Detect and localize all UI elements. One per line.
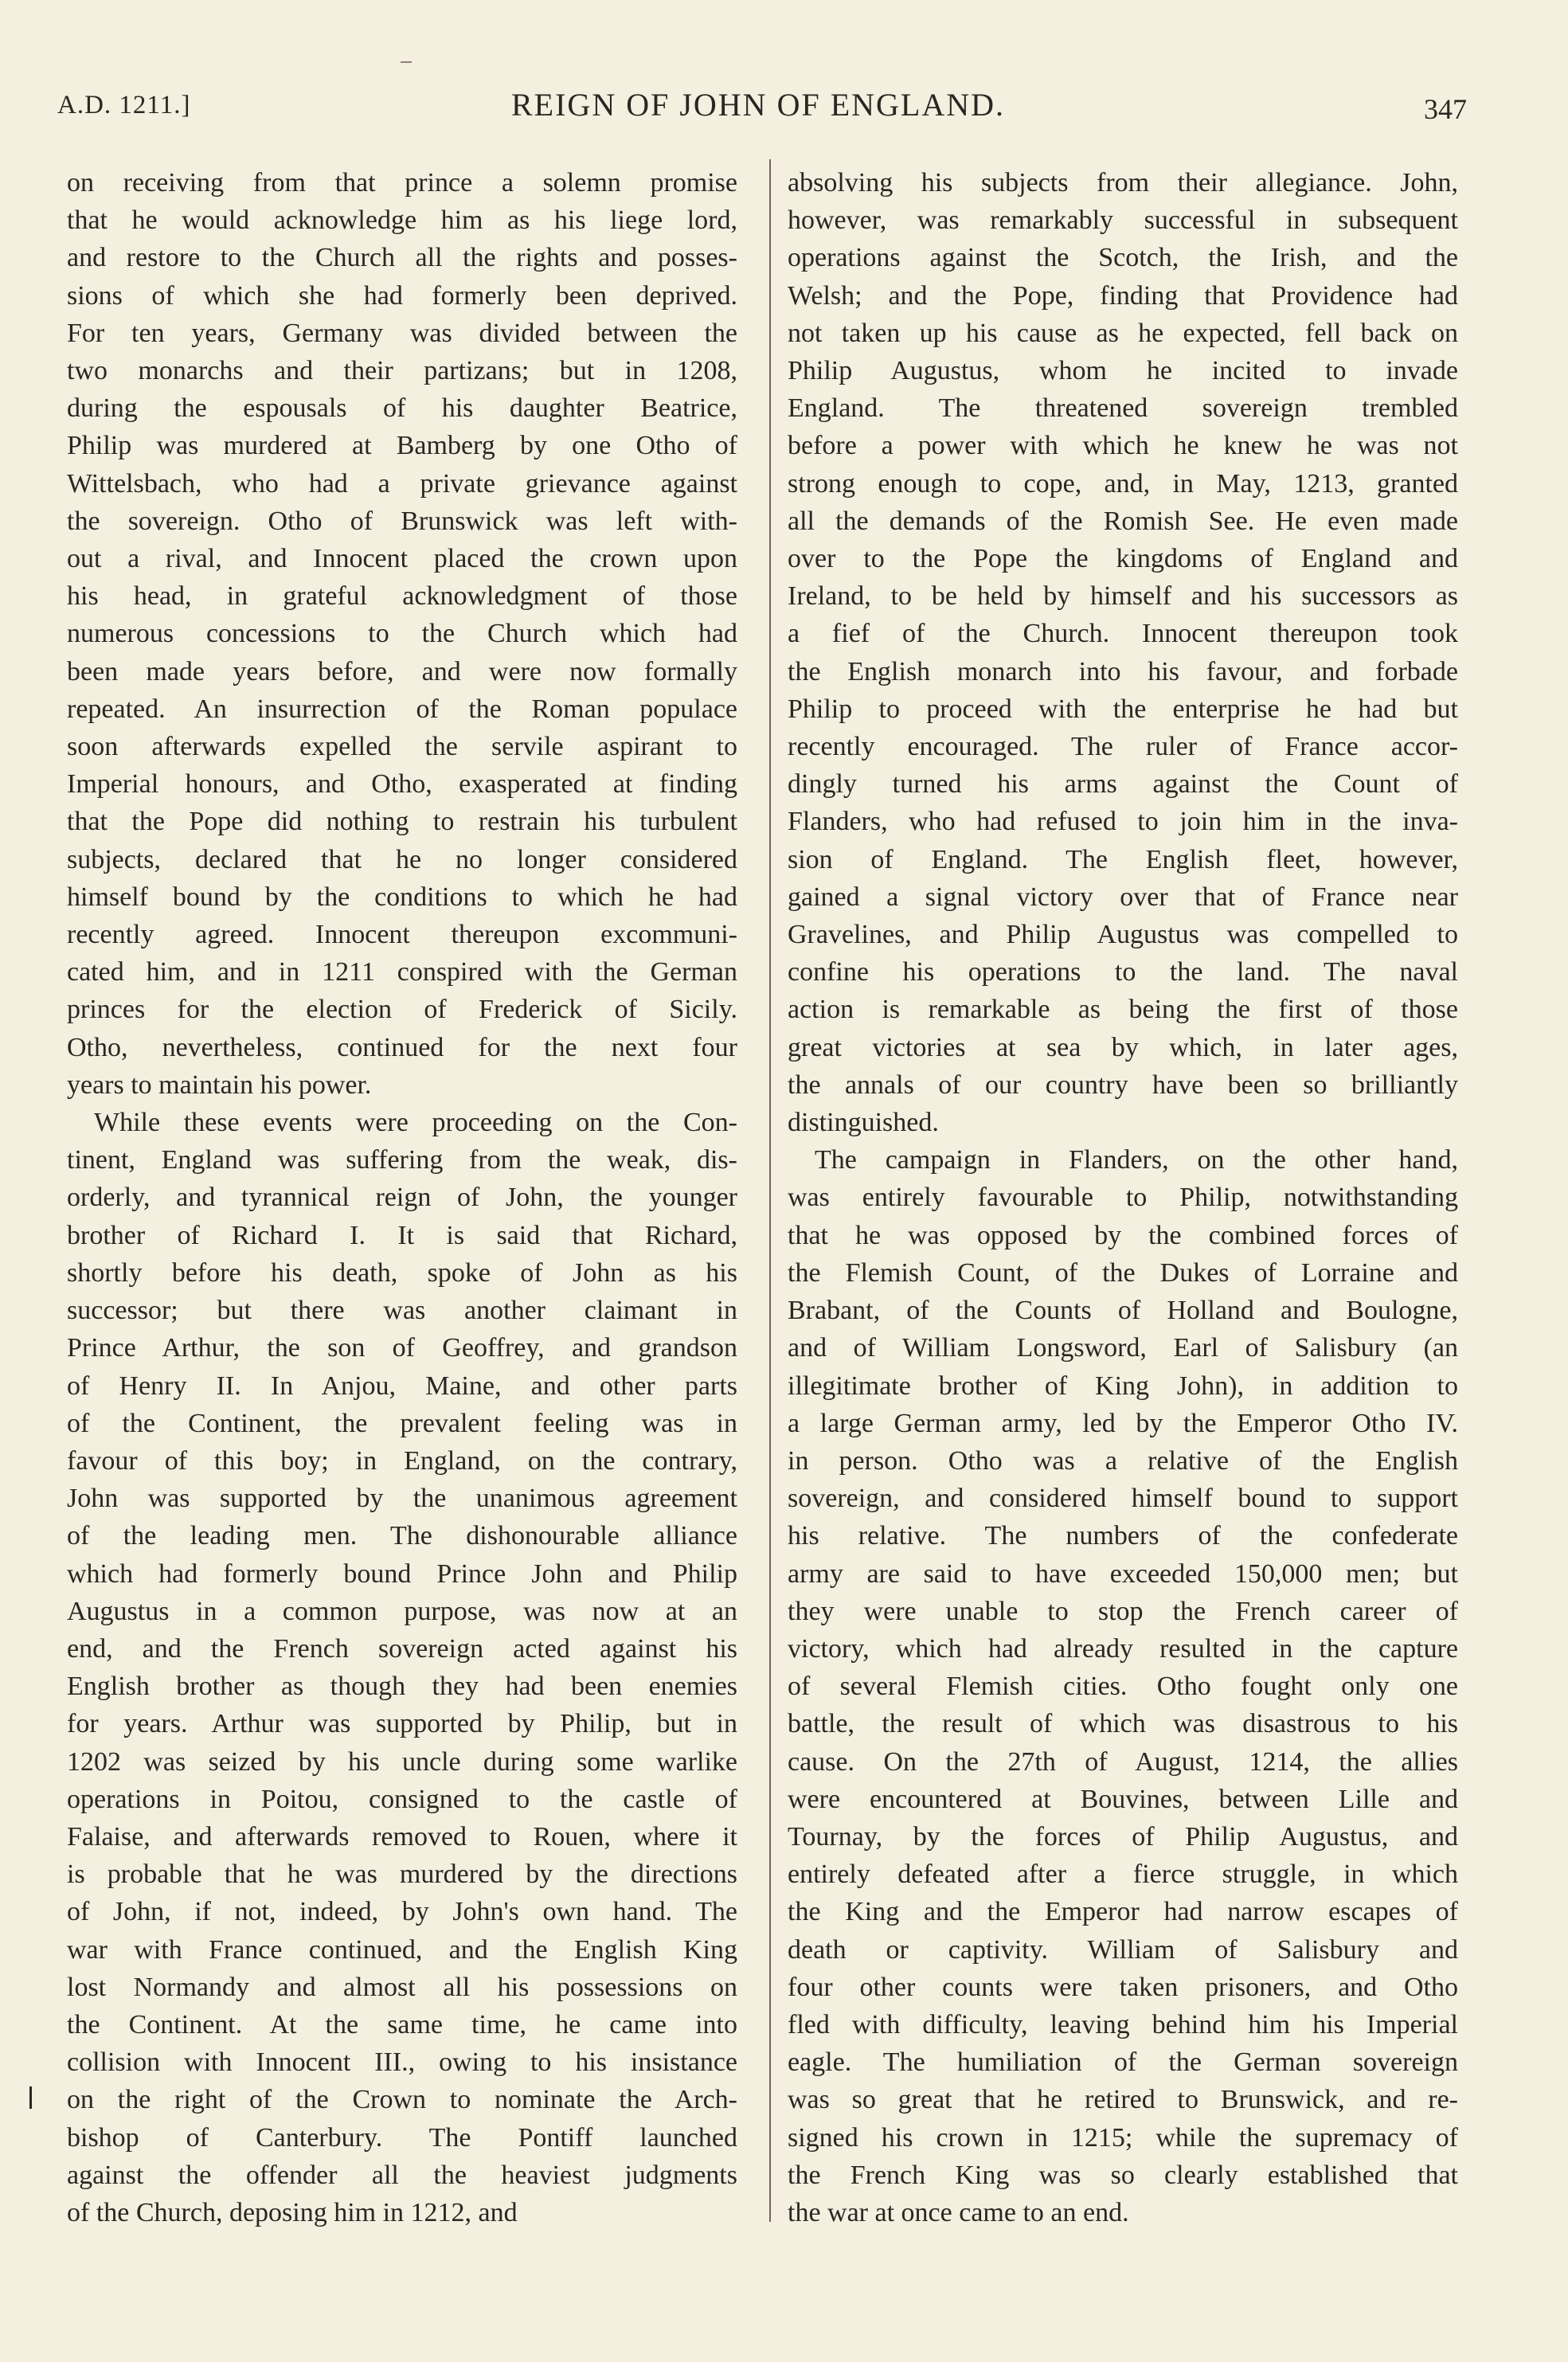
text-line: dingly turned his arms against the Count of: [788, 769, 1458, 800]
text-line: which had formerly bound Prince John and Philip: [67, 1558, 737, 1589]
text-line: action is remarkable as being the first of those: [788, 995, 1458, 1025]
text-line: battle, the result of which was disastrous to his: [788, 1709, 1458, 1739]
text-line: Gravelines, and Philip Augustus was compelled to: [788, 920, 1458, 950]
text-line: English brother as though they had been enemies: [67, 1672, 737, 1702]
text-line: victory, which had already resulted in the capture: [788, 1633, 1458, 1664]
text-line: cated him, and in 1211 conspired with the German: [67, 957, 737, 987]
text-line: four other counts were taken prisoners, and Otho: [788, 1972, 1458, 2002]
text-line: soon afterwards expelled the servile aspirant to: [67, 732, 737, 762]
text-line: before a power with which he knew he was not: [788, 431, 1458, 461]
body-text: [67, 164, 1462, 2235]
text-line: two monarchs and their partizans; but in 1208,: [67, 356, 737, 386]
text-line: of the Church, deposing him in 1212, and: [67, 2197, 518, 2227]
text-line: was so great that he retired to Brunswick, and re-: [788, 2085, 1458, 2115]
text-line: brother of Richard I. It is said that Richard,: [67, 1220, 737, 1250]
text-line: Brabant, of the Counts of Holland and Boulogne,: [788, 1296, 1458, 1326]
text-line: eagle. The humiliation of the German sovereign: [788, 2047, 1458, 2078]
text-line: illegitimate brother of King John), in addition to: [788, 1371, 1458, 1401]
text-line: operations against the Scotch, the Irish, and the: [788, 243, 1458, 273]
text-line: of several Flemish cities. Otho fought only one: [788, 1672, 1458, 1702]
text-line: repeated. An insurrection of the Roman populace: [67, 694, 737, 724]
text-line: recently encouraged. The ruler of France accor-: [788, 732, 1458, 762]
text-line: Tournay, by the forces of Philip Augustus, and: [788, 1821, 1458, 1852]
text-line: his head, in grateful acknowledgment of those: [67, 581, 737, 612]
text-line: sovereign, and considered himself bound to support: [788, 1484, 1458, 1514]
text-line: however, was remarkably successful in subsequent: [788, 205, 1458, 236]
text-line: fled with difficulty, leaving behind him his Imperial: [788, 2009, 1458, 2039]
text-line: While these events were proceeding on the Con-: [94, 1108, 737, 1138]
text-line: Ireland, to be held by himself and his successors as: [788, 581, 1458, 612]
running-date: A.D. 1211.]: [57, 91, 191, 119]
text-line: Augustus in a common purpose, was now at an: [67, 1596, 737, 1626]
text-line: during the espousals of his daughter Beatrice,: [67, 393, 737, 424]
running-title: REIGN OF JOHN OF ENGLAND.: [511, 87, 1005, 123]
text-line: of the Continent, the prevalent feeling was in: [67, 1408, 737, 1438]
text-line: on receiving from that prince a solemn promise: [67, 168, 737, 197]
text-line: is probable that he was murdered by the directions: [67, 1859, 737, 1890]
text-line: end, and the French sovereign acted against his: [67, 1633, 737, 1664]
text-line: the French King was so clearly established that: [788, 2160, 1458, 2190]
text-line: For ten years, Germany was divided between the: [67, 318, 737, 348]
text-line: tinent, England was suffering from the weak, dis-: [67, 1145, 737, 1175]
text-line: that the Pope did nothing to restrain his turbulent: [67, 807, 737, 837]
text-line: all the demands of the Romish See. He even made: [788, 506, 1458, 536]
text-line: Imperial honours, and Otho, exasperated at finding: [67, 769, 737, 800]
text-line: distinguished.: [788, 1108, 939, 1138]
text-line: the Continent. At the same time, he came into: [67, 2009, 737, 2039]
text-line: Wittelsbach, who had a private grievance against: [67, 468, 737, 499]
text-line: years to maintain his power.: [67, 1070, 372, 1100]
text-line: on the right of the Crown to nominate the Arch-: [67, 2085, 737, 2115]
text-line: Falaise, and afterwards removed to Rouen, where it: [67, 1821, 737, 1852]
text-line: Philip Augustus, whom he incited to invade: [788, 356, 1458, 386]
text-line: successor; but there was another claimant in: [67, 1296, 737, 1326]
text-line: John was supported by the unanimous agreement: [67, 1484, 737, 1514]
text-line: bishop of Canterbury. The Pontiff launched: [67, 2122, 737, 2153]
text-line: England. The threatened sovereign trembled: [788, 393, 1458, 424]
text-line: recently agreed. Innocent thereupon excommuni-: [67, 920, 737, 950]
text-line: great victories at sea by which, in later ages,: [788, 1032, 1458, 1062]
text-line: The campaign in Flanders, on the other hand,: [815, 1145, 1458, 1175]
text-line: against the offender all the heaviest judgments: [67, 2160, 737, 2190]
text-line: army are said to have exceeded 150,000 men; but: [788, 1558, 1458, 1589]
text-line: absolving his subjects from their allegiance. John,: [788, 168, 1458, 197]
running-header: [57, 86, 1467, 134]
text-line: orderly, and tyrannical reign of John, the younger: [67, 1183, 737, 1213]
text-line: that he was opposed by the combined forces of: [788, 1220, 1458, 1250]
text-line: Philip was murdered at Bamberg by one Otho of: [67, 431, 737, 461]
text-line: they were unable to stop the French career of: [788, 1596, 1458, 1626]
text-line: and of William Longsword, Earl of Salisbury (an: [788, 1333, 1458, 1363]
text-line: sion of England. The English fleet, however,: [788, 844, 1458, 874]
text-line: shortly before his death, spoke of John as his: [67, 1257, 737, 1288]
text-line: of the leading men. The dishonourable alliance: [67, 1521, 737, 1551]
text-line: been made years before, and were now formally: [67, 656, 737, 686]
text-line: Welsh; and the Pope, finding that Providence had: [788, 280, 1458, 311]
text-line: were encountered at Bouvines, between Lille and: [788, 1784, 1458, 1814]
text-line: confine his operations to the land. The naval: [788, 957, 1458, 987]
text-line: the Flemish Count, of the Dukes of Lorraine and: [788, 1257, 1458, 1288]
text-line: out a rival, and Innocent placed the crown upon: [67, 544, 737, 574]
text-line: subjects, declared that he no longer considered: [67, 844, 737, 874]
text-line: not taken up his cause as he expected, fell back on: [788, 318, 1458, 348]
text-line: entirely defeated after a fierce struggle, in which: [788, 1859, 1458, 1890]
text-line: collision with Innocent III., owing to his insistance: [67, 2047, 737, 2078]
margin-mark: [29, 2086, 32, 2109]
text-line: operations in Poitou, consigned to the castle of: [67, 1784, 737, 1814]
text-line: the sovereign. Otho of Brunswick was left with-: [67, 506, 737, 536]
text-line: death or captivity. William of Salisbury and: [788, 1934, 1458, 1965]
text-line: sions of which she had formerly been deprived.: [67, 280, 737, 311]
text-line: over to the Pope the kingdoms of England and: [788, 544, 1458, 574]
text-line: the war at once came to an end.: [788, 2197, 1129, 2227]
text-line: a large German army, led by the Emperor Otho IV.: [788, 1408, 1458, 1438]
text-line: Flanders, who had refused to join him in the inva-: [788, 807, 1458, 837]
text-line: strong enough to cope, and, in May, 1213, granted: [788, 468, 1458, 499]
text-line: the King and the Emperor had narrow escapes of: [788, 1897, 1458, 1927]
text-line: the English monarch into his favour, and forbade: [788, 656, 1458, 686]
text-line: a fief of the Church. Innocent thereupon took: [788, 619, 1458, 649]
text-line: in person. Otho was a relative of the English: [788, 1445, 1458, 1476]
right-column: [788, 164, 1458, 2231]
text-line: and restore to the Church all the rights and posses-: [67, 243, 737, 273]
text-line: cause. On the 27th of August, 1214, the allies: [788, 1746, 1458, 1777]
text-line: signed his crown in 1215; while the supremacy of: [788, 2122, 1458, 2153]
text-line: for years. Arthur was supported by Philip, but in: [67, 1709, 737, 1739]
text-line: the annals of our country have been so brilliantly: [788, 1070, 1458, 1100]
text-line: princes for the election of Frederick of Sicily.: [67, 995, 737, 1025]
text-line: lost Normandy and almost all his possessions on: [67, 1972, 737, 2002]
text-line: 1202 was seized by his uncle during some warlike: [67, 1746, 737, 1777]
text-line: himself bound by the conditions to which he had: [67, 882, 737, 912]
text-line: his relative. The numbers of the confederate: [788, 1521, 1458, 1551]
text-line: Prince Arthur, the son of Geoffrey, and grandson: [67, 1333, 737, 1363]
text-line: was entirely favourable to Philip, notwithstanding: [788, 1183, 1458, 1213]
text-line: Philip to proceed with the enterprise he had but: [788, 694, 1458, 724]
text-line: Otho, nevertheless, continued for the next four: [67, 1032, 737, 1062]
text-line: that he would acknowledge him as his liege lord,: [67, 205, 737, 236]
text-line: war with France continued, and the English King: [67, 1934, 737, 1965]
text-line: gained a signal victory over that of France near: [788, 882, 1458, 912]
top-mark: [401, 61, 412, 63]
page-number: 347: [1424, 93, 1467, 125]
left-column: [67, 164, 737, 2231]
text-line: of John, if not, indeed, by John's own hand. The: [67, 1897, 737, 1927]
text-line: numerous concessions to the Church which had: [67, 619, 737, 649]
text-line: of Henry II. In Anjou, Maine, and other parts: [67, 1371, 737, 1401]
text-line: favour of this boy; in England, on the contrary,: [67, 1445, 737, 1476]
